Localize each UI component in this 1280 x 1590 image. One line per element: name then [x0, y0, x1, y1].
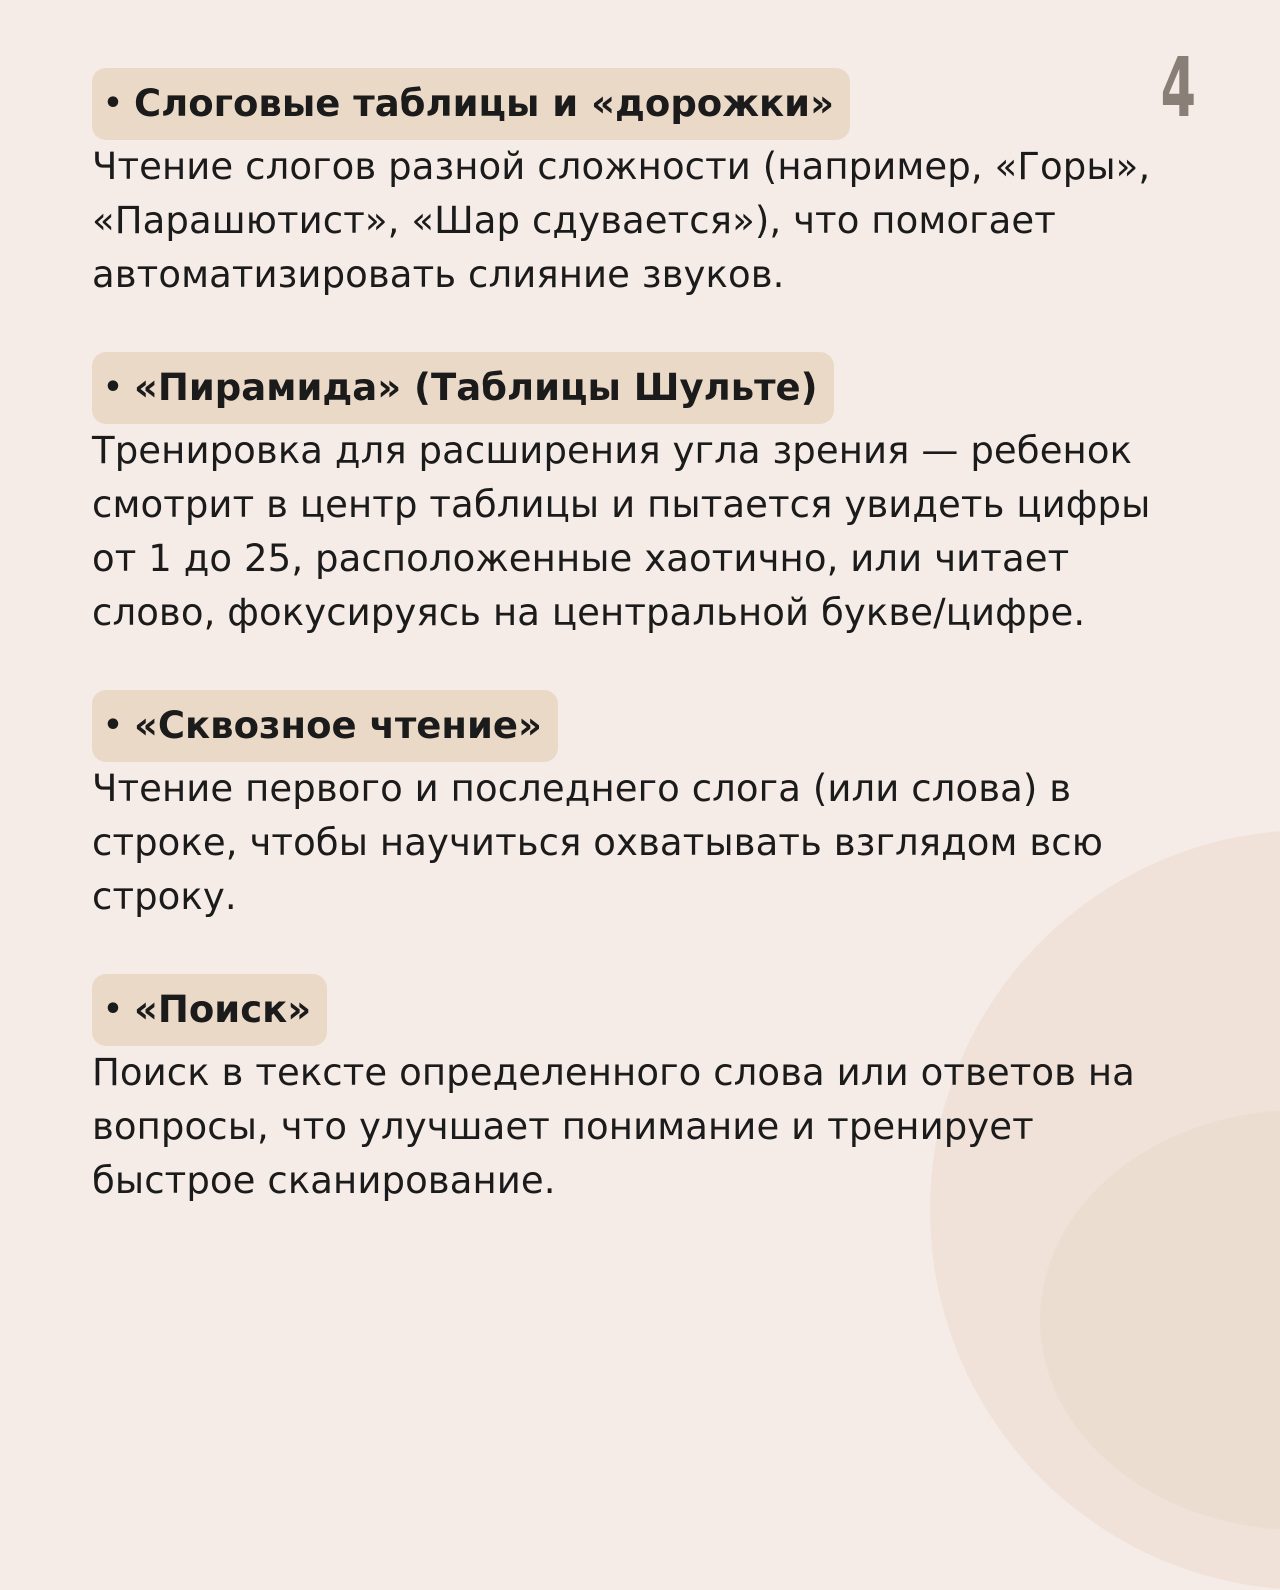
section-description: Поиск в тексте определенного слова или ответов на вопросы, что улучшает понимание и тренирует быстрое сканирование. [92, 1051, 1135, 1202]
section-title: «Сквозное чтение» [134, 704, 542, 747]
section-title: «Пирамида» (Таблицы Шульте) [134, 366, 818, 409]
bullet-dot-icon: • [103, 86, 123, 121]
section-pyramid [92, 352, 1202, 640]
bullet-dot-icon: • [103, 708, 123, 743]
page-number: 4 [1160, 41, 1196, 136]
section-search [92, 974, 1202, 1208]
section-through-reading [92, 690, 1202, 924]
section-title: «Поиск» [134, 988, 312, 1031]
section-title-pill [92, 690, 558, 762]
section-syllable-tables [92, 68, 1202, 302]
section-title: Слоговые таблицы и «дорожки» [134, 82, 834, 125]
section-description: Чтение слогов разной сложности (например, «Горы», «Парашютист», «Шар сдувается»), что помогает автоматизировать слияние звуков. [92, 145, 1151, 296]
section-description: Чтение первого и последнего слога (или слова) в строке, чтобы научиться охватывать взглядом всю строку. [92, 767, 1103, 918]
section-title-pill [92, 68, 850, 140]
bullet-dot-icon: • [103, 370, 123, 405]
section-title-pill [92, 352, 834, 424]
section-description: Тренировка для расширения угла зрения — ребенок смотрит в центр таблицы и пытается увидеть цифры от 1 до 25, расположенные хаотично, или читает слово, фокусируясь на центральной букве/цифре. [92, 429, 1151, 634]
section-title-pill [92, 974, 327, 1046]
content-list [92, 68, 1202, 1208]
bullet-dot-icon: • [103, 992, 123, 1027]
